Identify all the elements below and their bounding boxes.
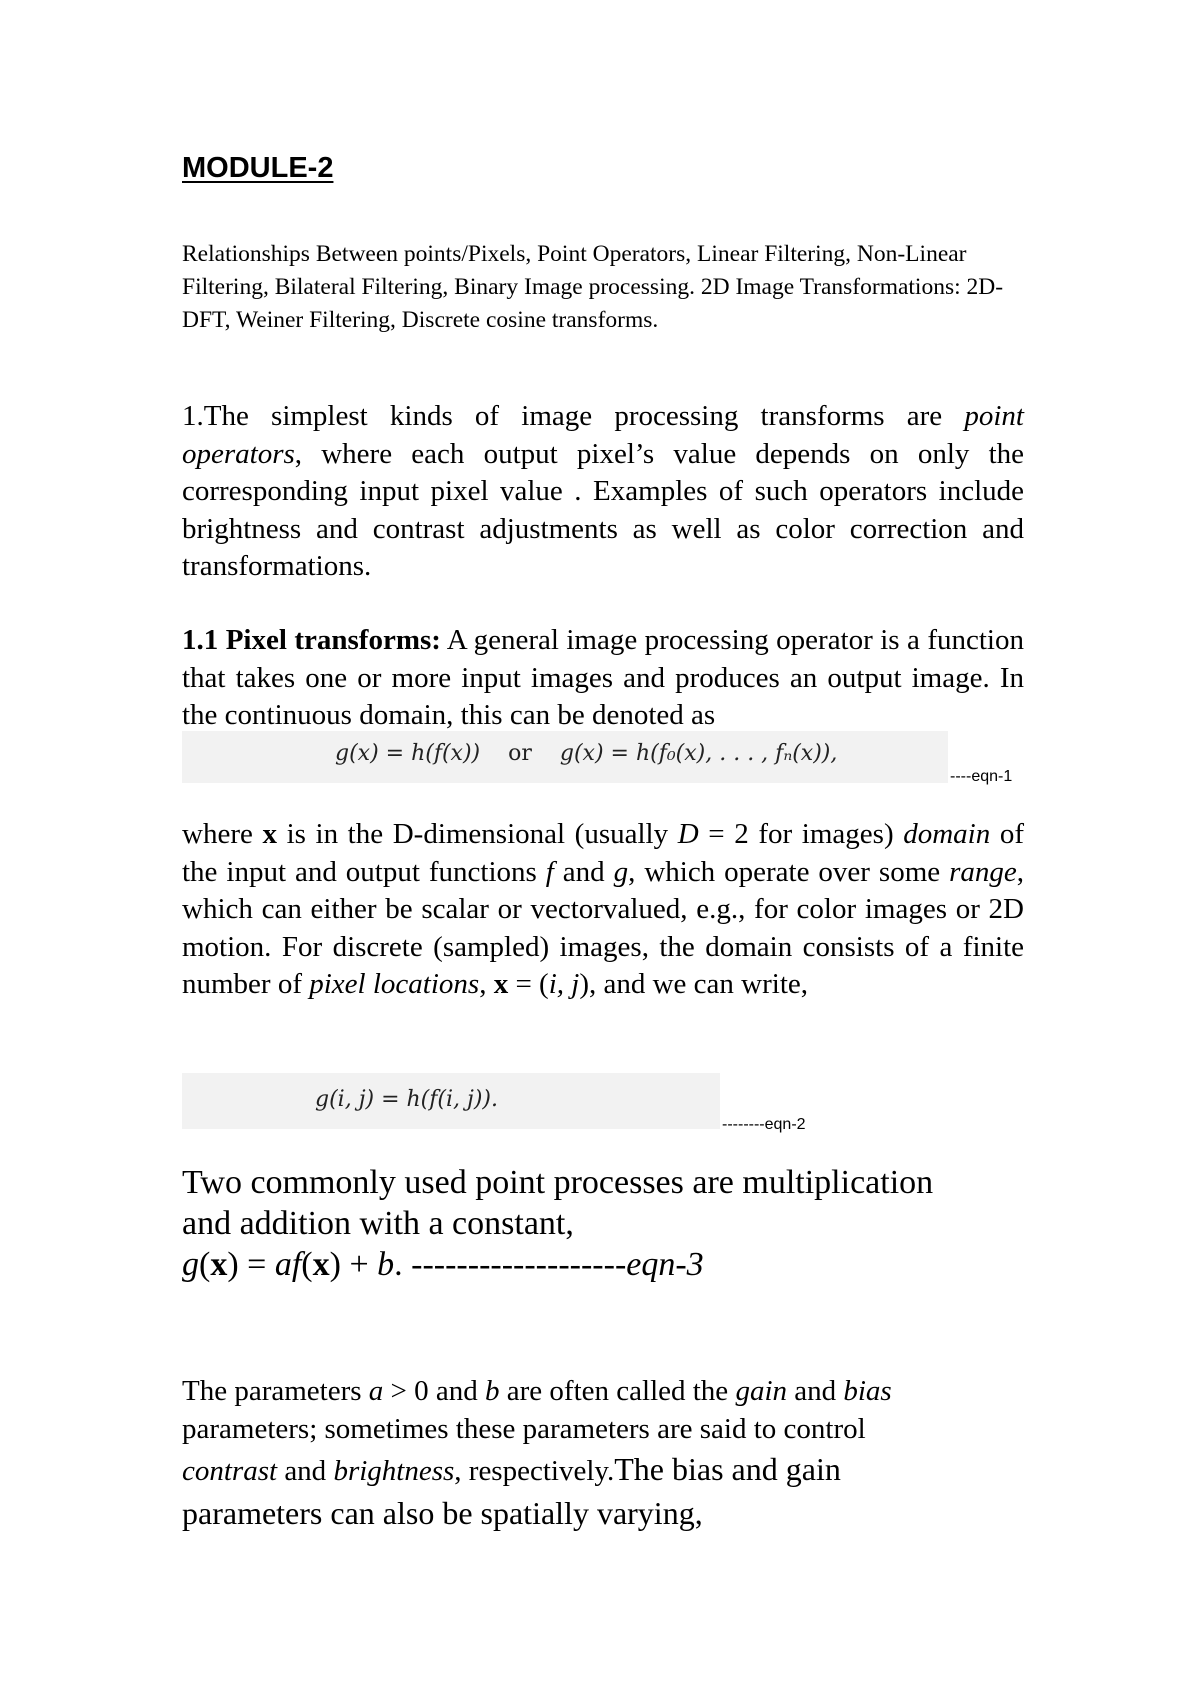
params-text-1: The parameters — [182, 1375, 369, 1407]
term-pixel-locations: pixel locations — [309, 968, 480, 1000]
term-range: range — [949, 855, 1017, 888]
symbol-b: b — [485, 1375, 500, 1407]
symbol-x-2: x — [493, 968, 509, 1000]
paragraph-point-processes — [182, 1162, 1082, 1285]
params-text-5: and — [277, 1455, 334, 1487]
para3-text-6: , which operate over some — [628, 855, 950, 888]
equation-2-image — [182, 1073, 720, 1129]
eqn2-formula: g(i, j) = h(f(i, j)). — [315, 1087, 498, 1112]
para1-rest: , where each output pixel’s value depends on only the corresponding input pixel value . Examples of such operators include brightness and contrast adjustments as well as color correction and transformations. — [182, 437, 1024, 582]
paragraph-domain — [182, 816, 1024, 1004]
symbol-D: D — [677, 818, 699, 850]
eq3-g: g — [182, 1246, 199, 1283]
eq3-x-2: x — [312, 1246, 330, 1283]
equation-1-label: ----eqn-1 — [950, 768, 1013, 785]
module-heading: MODULE-2 — [182, 152, 334, 184]
para2-text: A general image processing operator is a function that takes one or more input images and produces an output image. In the continuous domain, this can be denoted as — [182, 624, 1024, 731]
paragraph-point-operators — [182, 398, 1024, 586]
eq3-plus: + — [340, 1246, 378, 1283]
symbol-a: a — [368, 1375, 384, 1407]
point-processes-line-2: and addition with a constant, — [182, 1205, 574, 1242]
para3-text-1: where — [182, 818, 263, 850]
equation-1-image — [182, 731, 948, 783]
params-line-2: parameters; sometimes these parameters are said to control — [182, 1413, 866, 1445]
term-gain: gain — [735, 1375, 787, 1407]
para3-text-10: ), and we can write, — [579, 968, 809, 1000]
params-line-1 — [182, 1372, 1082, 1410]
equation-3-label: eqn-3 — [626, 1246, 704, 1283]
params-text-3: are often called the — [499, 1375, 736, 1407]
para1-lead: 1.The simplest kinds of image processing transforms are — [182, 400, 965, 432]
eqn1-part-a: g(x) = h(f(x)) — [335, 741, 481, 766]
symbol-x: x — [262, 818, 277, 850]
equation-3: g(x) = af(x) + b. -------------------eqn-3 — [182, 1246, 704, 1283]
params-text-6: , respectively. — [454, 1455, 615, 1487]
params-text-7: The bias and gain — [614, 1451, 841, 1487]
params-text-4: and — [787, 1375, 844, 1407]
term-contrast: contrast — [182, 1455, 278, 1487]
params-line-4: parameters can also be spatially varying, — [182, 1495, 703, 1531]
equation-1-text — [335, 741, 837, 766]
symbol-ij: i, j — [548, 968, 580, 1000]
equation-2-text — [315, 1087, 498, 1112]
section-title-pixel-transforms: 1.1 Pixel transforms: — [182, 624, 441, 656]
term-point-operators: point operators — [182, 400, 1024, 470]
eqn1-part-b: g(x) = h(f₀(x), . . . , fₙ(x)), — [559, 741, 838, 766]
eqn1-or: or — [508, 741, 532, 766]
term-domain: domain — [903, 818, 991, 850]
term-brightness: brightness — [333, 1455, 455, 1487]
eq3-b: b — [377, 1246, 395, 1283]
para3-text-5: and — [553, 855, 614, 888]
params-text-2: > 0 and — [383, 1375, 486, 1407]
term-bias: bias — [843, 1375, 892, 1407]
para3-text-4: of the input and output functions — [182, 818, 1024, 888]
params-line-3 — [182, 1448, 1082, 1492]
point-processes-line-1: Two commonly used point processes are multiplication — [182, 1164, 934, 1201]
para3-text-2: is in the D-dimensional (usually — [276, 818, 678, 850]
eq3-dashes: . ------------------- — [394, 1246, 627, 1283]
symbol-f: f — [545, 855, 554, 888]
para3-text-3: = 2 for images) — [698, 818, 904, 850]
paragraph-gain-bias — [182, 1372, 1082, 1534]
paragraph-pixel-transforms — [182, 622, 1024, 735]
equation-2-label: --------eqn-2 — [722, 1116, 806, 1133]
para3-text-9: = ( — [508, 968, 549, 1000]
syllabus-text: Relationships Between points/Pixels, Point Operators, Linear Filtering, Non-Linear Filtering, Bilateral Filtering, Binary Image processing. 2D Image Transformations: 2D- DFT, Weiner Filtering, Discrete cosine transforms. — [182, 241, 1004, 333]
eq3-x: x — [210, 1246, 228, 1283]
para3-text-7: , which can either be scalar or vectorvalued, e.g., for color images or 2D motion. For discrete (sampled) images, the domain consists of a finite number of — [182, 855, 1025, 1000]
eq3-af: af — [274, 1246, 302, 1283]
symbol-g: g — [613, 855, 629, 888]
eq3-equals: = — [238, 1246, 275, 1283]
para3-text-8: , — [479, 968, 494, 1000]
